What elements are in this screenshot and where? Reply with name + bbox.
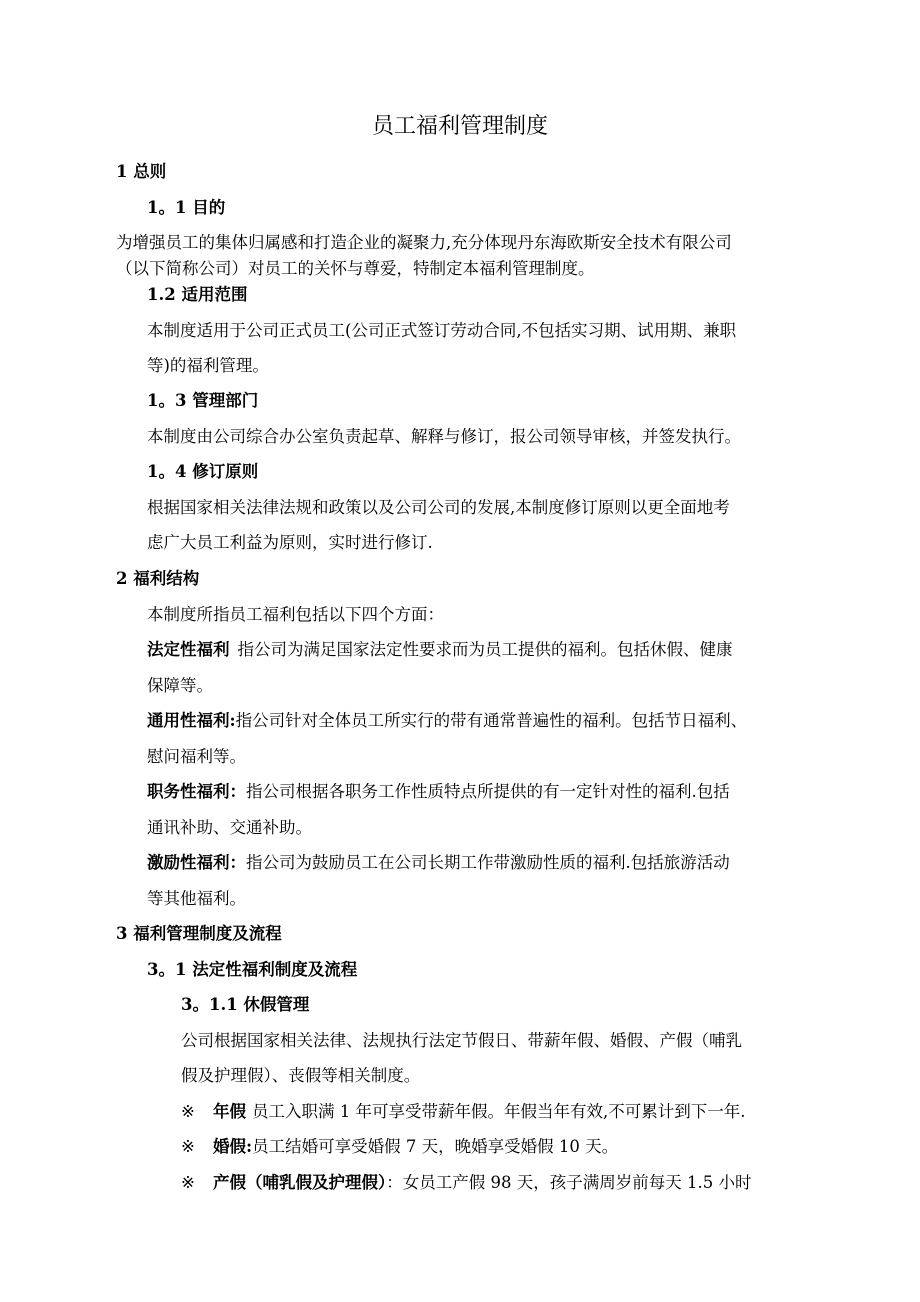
welfare-statutory-text: 指公司为满足国家法定性要求而为员工提供的福利。包括休假、健康 <box>237 640 733 659</box>
section-2-heading: 2 福利结构 <box>116 569 200 588</box>
welfare-statutory-label: 法定性福利 <box>147 640 230 659</box>
paragraph-1-3: 本制度由公司综合办公室负责起草、解释与修订，报公司领导审核，并签发执行。 <box>147 427 741 446</box>
bullet-maternity-leave-label: 产假（哺乳假及护理假） <box>213 1173 387 1192</box>
section-1-4-heading: 1。4 修订原则 <box>147 462 259 481</box>
paragraph-1-2-line-2: 等)的福利管理。 <box>147 356 269 375</box>
welfare-incentive-line-1 <box>147 852 730 874</box>
bullet-maternity-leave <box>181 1172 751 1194</box>
welfare-general-line-2: 慰问福利等。 <box>147 747 246 766</box>
reference-mark-icon: ※ <box>181 1137 195 1156</box>
welfare-statutory-line-1 <box>147 639 733 661</box>
paragraph-1-2-line-1: 本制度适用于公司正式员工(公司正式签订劳动合同,不包括实习期、试用期、兼职 <box>147 321 737 340</box>
bullet-marriage-leave-text: 员工结婚可享受婚假 7 天，晚婚享受婚假 10 天。 <box>252 1137 619 1156</box>
section-3-1-1-heading: 3。1.1 休假管理 <box>181 995 310 1014</box>
bullet-maternity-leave-text: ：女员工产假 98 天，孩子满周岁前每天 1.5 小时 <box>386 1173 752 1192</box>
section-3-1-heading: 3。1 法定性福利制度及流程 <box>147 960 358 979</box>
bullet-marriage-leave <box>181 1136 618 1158</box>
welfare-general-label: 通用性福利: <box>147 711 236 730</box>
section-1-heading: 1 总则 <box>116 162 167 181</box>
paragraph-2: 本制度所指员工福利包括以下四个方面： <box>147 605 444 624</box>
welfare-position-line-2: 通讯补助、交通补助。 <box>147 818 312 837</box>
reference-mark-icon: ※ <box>181 1102 195 1121</box>
section-1-2-heading: 1.2 适用范围 <box>147 285 248 304</box>
welfare-general-text: 指公司针对全体员工所实行的带有通常普遍性的福利。包括节日福利、 <box>235 711 748 730</box>
welfare-incentive-label: 激励性福利： <box>147 853 246 872</box>
welfare-position-line-1 <box>147 781 730 803</box>
bullet-annual-leave-text: 员工入职满 1 年可享受带薪年假。年假当年有效,不可累计到下一年. <box>252 1102 746 1121</box>
reference-mark-icon: ※ <box>181 1173 195 1192</box>
paragraph-1-1-line-2: （以下简称公司）对员工的关怀与尊爱，特制定本福利管理制度。 <box>116 259 595 278</box>
welfare-position-label: 职务性福利： <box>147 782 246 801</box>
bullet-marriage-leave-label: 婚假: <box>213 1137 253 1156</box>
welfare-general-line-1 <box>147 710 747 732</box>
page-title: 员工福利管理制度 <box>371 114 548 139</box>
welfare-incentive-line-2: 等其他福利。 <box>147 889 246 908</box>
section-1-3-heading: 1。3 管理部门 <box>147 391 259 410</box>
welfare-incentive-text: 指公司为鼓励员工在公司长期工作带激励性质的福利.包括旅游活动 <box>246 853 730 872</box>
paragraph-3-1-1-line-2: 假及护理假）、丧假等相关制度。 <box>181 1066 421 1085</box>
welfare-position-text: 指公司根据各职务工作性质特点所提供的有一定针对性的福利.包括 <box>246 782 730 801</box>
section-3-heading: 3 福利管理制度及流程 <box>116 924 282 943</box>
paragraph-3-1-1-line-1: 公司根据国家相关法律、法规执行法定节假日、带薪年假、婚假、产假（哺乳 <box>181 1031 742 1050</box>
paragraph-1-4-line-1: 根据国家相关法律法规和政策以及公司公司的发展,本制度修订原则以更全面地考 <box>147 498 730 517</box>
section-1-1-heading: 1。1 目的 <box>147 198 226 217</box>
bullet-annual-leave-label: 年假 <box>213 1102 246 1121</box>
welfare-statutory-line-2: 保障等。 <box>147 676 213 695</box>
paragraph-1-4-line-2: 虑广大员工利益为原则，实时进行修订. <box>147 533 433 552</box>
paragraph-1-1-line-1: 为增强员工的集体归属感和打造企业的凝聚力,充分体现丹东海欧斯安全技术有限公司 <box>116 233 732 252</box>
bullet-annual-leave <box>181 1101 745 1123</box>
